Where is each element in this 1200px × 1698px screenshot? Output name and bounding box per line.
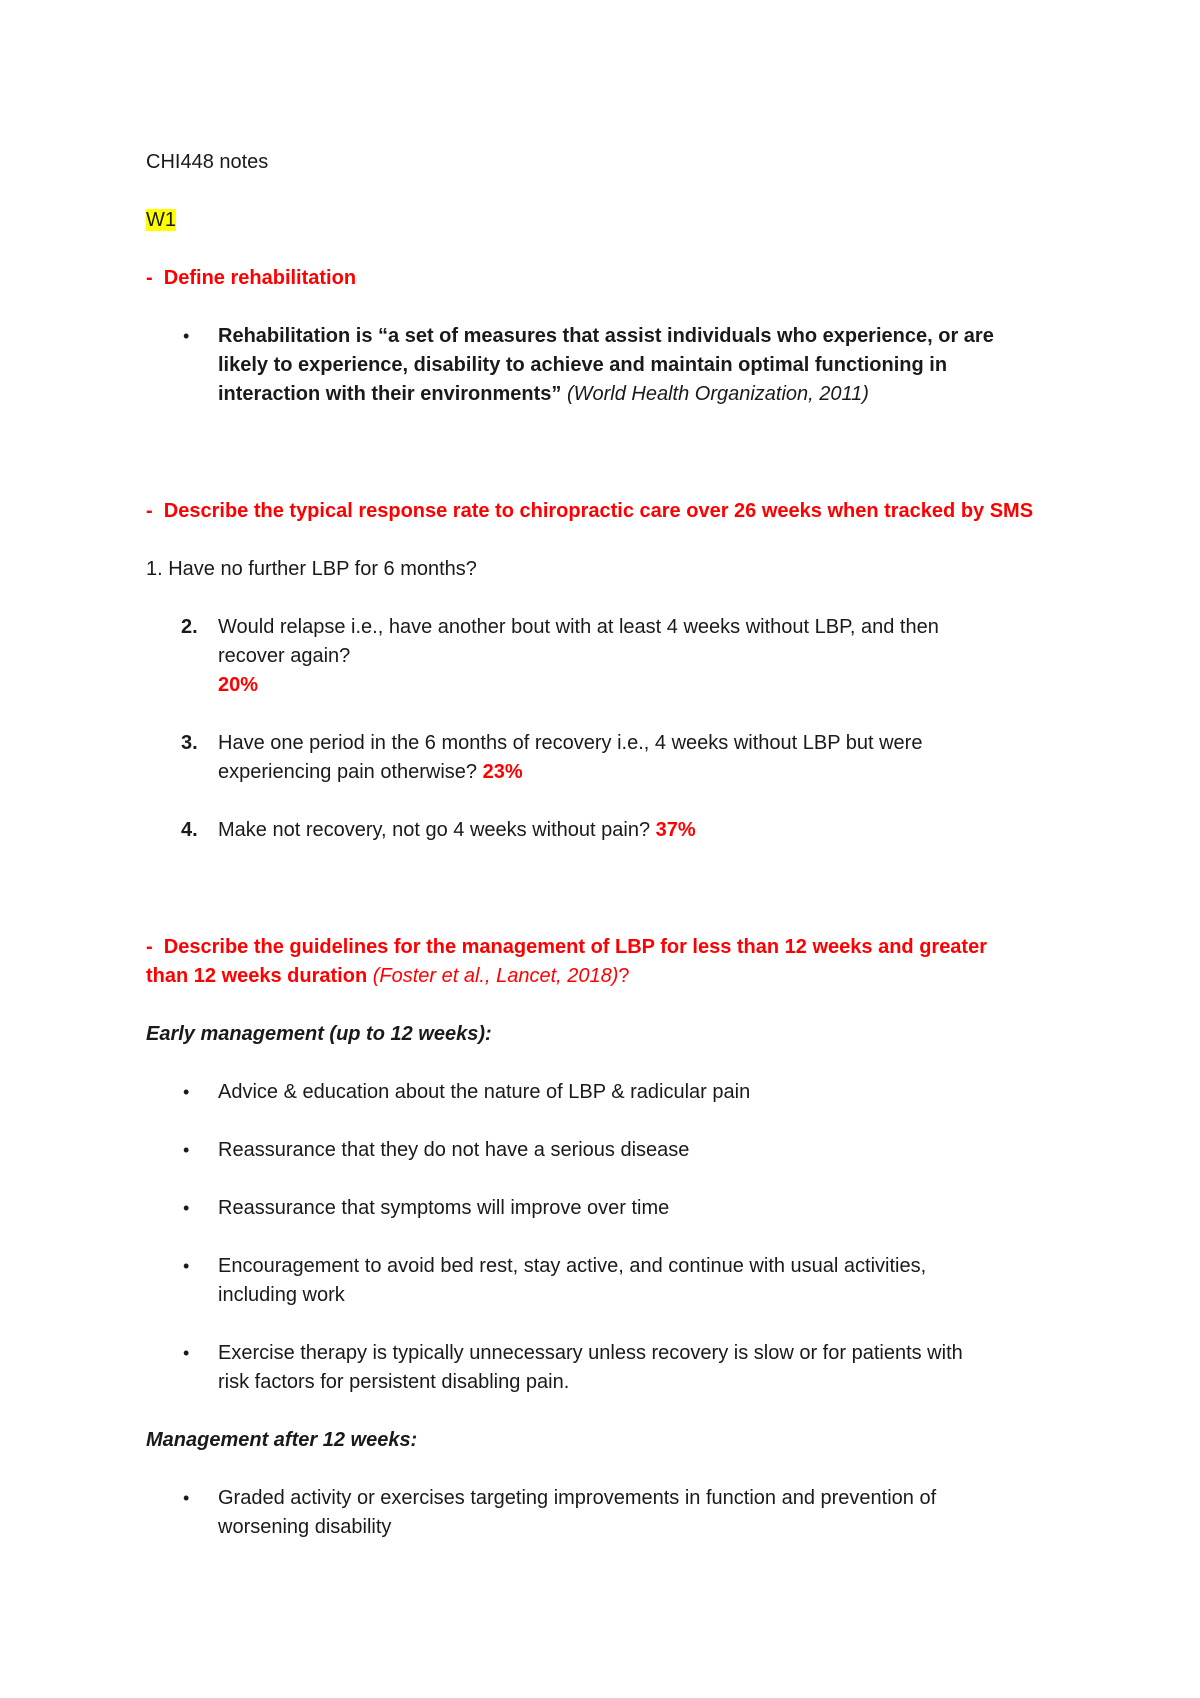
early-item-1: Advice & education about the nature of LBP & radicular pain bbox=[218, 1081, 751, 1103]
response-item-2-line-2: recover again? bbox=[218, 645, 351, 667]
section3-heading-text-1: Describe the guidelines for the management of LBP for less than 12 weeks and greater bbox=[163, 936, 987, 958]
response-item-3-line-2 bbox=[218, 758, 523, 786]
response-item-2-line-1: Would relapse i.e., have another bout with at least 4 weeks without LBP, and then bbox=[218, 616, 939, 638]
quote-line-3-text: interaction with their environments” bbox=[218, 383, 562, 405]
response-item-4 bbox=[218, 816, 696, 844]
response-item-4-text: Make not recovery, not go 4 weeks without pain? bbox=[218, 819, 651, 841]
section3-heading-line-1 bbox=[146, 933, 987, 961]
early-bullet-3: • bbox=[183, 1198, 190, 1218]
section3-heading-line-2 bbox=[146, 962, 630, 990]
early-bullet-4: • bbox=[183, 1256, 190, 1276]
quote-line-1: Rehabilitation is “a set of measures that assist individuals who experience, or are bbox=[218, 325, 994, 347]
response-item-4-value: 37% bbox=[655, 819, 696, 841]
section2-dash: - bbox=[146, 500, 153, 522]
late-bullet-1: • bbox=[183, 1488, 190, 1508]
response-item-2-num: 2. bbox=[181, 616, 198, 638]
late-item-1-line-1: Graded activity or exercises targeting improvements in function and prevention of bbox=[218, 1487, 937, 1509]
late-management-title: Management after 12 weeks: bbox=[146, 1429, 418, 1451]
early-item-4-line-2: including work bbox=[218, 1284, 345, 1306]
response-item-4-num: 4. bbox=[181, 819, 198, 841]
early-bullet-1: • bbox=[183, 1082, 190, 1102]
section1-dash: - bbox=[146, 267, 153, 289]
section1-bullet: • bbox=[183, 326, 190, 346]
response-item-3-line-2-text: experiencing pain otherwise? bbox=[218, 761, 478, 783]
section1-heading bbox=[146, 264, 356, 292]
week-label bbox=[146, 206, 176, 234]
early-item-5-line-1: Exercise therapy is typically unnecessary unless recovery is slow or for patients with bbox=[218, 1342, 963, 1364]
early-item-5-line-2: risk factors for persistent disabling pain. bbox=[218, 1371, 570, 1393]
section3-heading-text-2: than 12 weeks duration bbox=[146, 965, 368, 987]
early-management-title: Early management (up to 12 weeks): bbox=[146, 1023, 492, 1045]
early-bullet-5: • bbox=[183, 1343, 190, 1363]
early-bullet-2: • bbox=[183, 1140, 190, 1160]
section3-dash: - bbox=[146, 936, 153, 958]
section3-heading-end: ? bbox=[618, 965, 630, 987]
quote-line-3 bbox=[218, 380, 869, 408]
week-highlight: W1 bbox=[146, 209, 176, 231]
early-item-2: Reassurance that they do not have a serious disease bbox=[218, 1139, 690, 1161]
response-item-2-value: 20% bbox=[218, 674, 259, 696]
quote-citation: (World Health Organization, 2011) bbox=[566, 383, 869, 405]
response-item-1: 1. Have no further LBP for 6 months? bbox=[146, 558, 477, 580]
late-item-1-line-2: worsening disability bbox=[218, 1516, 392, 1538]
section1-heading-text: Define rehabilitation bbox=[163, 267, 357, 289]
section3-heading-citation: (Foster et al., Lancet, 2018) bbox=[372, 965, 619, 987]
section2-heading-text: Describe the typical response rate to chiropractic care over 26 weeks when tracked by SMS bbox=[163, 500, 1034, 522]
response-item-3-value: 23% bbox=[482, 761, 523, 783]
quote-line-2: likely to experience, disability to achieve and maintain optimal functioning in bbox=[218, 354, 948, 376]
doc-title: CHI448 notes bbox=[146, 151, 269, 173]
early-item-4-line-1: Encouragement to avoid bed rest, stay active, and continue with usual activities, bbox=[218, 1255, 927, 1277]
section2-heading bbox=[146, 497, 1033, 525]
early-item-3: Reassurance that symptoms will improve over time bbox=[218, 1197, 670, 1219]
response-item-3-line-1: Have one period in the 6 months of recovery i.e., 4 weeks without LBP but were bbox=[218, 732, 923, 754]
response-item-3-num: 3. bbox=[181, 732, 198, 754]
